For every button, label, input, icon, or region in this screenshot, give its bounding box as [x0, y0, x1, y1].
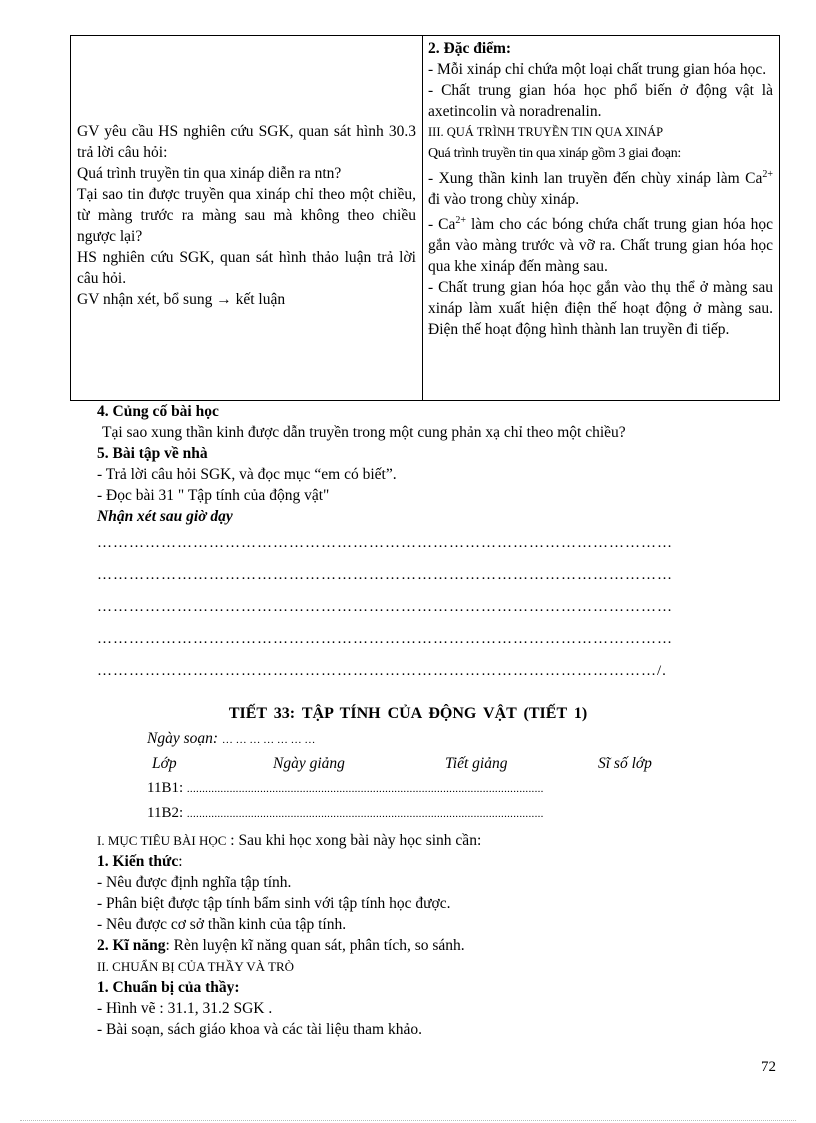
- notes-title: Nhận xét sau giờ dạy: [97, 508, 233, 525]
- prep-item: - Hình vẽ : 31.1, 31.2 SGK .: [97, 1000, 273, 1017]
- homework-line-2: - Đọc bài 31 " Tập tính của động vật": [97, 487, 330, 504]
- note-line: ………………………………………………………………………………………………: [97, 631, 673, 647]
- header-date: Ngày giảng: [273, 755, 345, 772]
- header-period: Tiết giảng: [445, 755, 508, 772]
- note-line: ………………………………………………………………………………………………: [97, 535, 673, 551]
- section5-title: 5. Bài tập về nhà: [97, 445, 208, 462]
- left-line-4: HS nghiên cứu SGK, quan sát hình thảo luận trả lời câu hỏi.: [77, 249, 416, 287]
- teacher-prep-title: 1. Chuẩn bị của thầy:: [97, 979, 240, 996]
- class-row-11b1: 11B1: .....................................................................................................................: [147, 780, 544, 796]
- activity-table: [70, 35, 780, 401]
- transmission-intro: Quá trình truyền tin qua xináp gồm 3 giai đoạn:: [428, 146, 682, 161]
- char-point-2: - Chất trung gian hóa học phổ biến ở động vật là axetincolin và noradrenalin.: [428, 82, 773, 120]
- stage-2: - $Ca^{2+}$ làm cho các bóng chứa chất trung gian hóa học gắn vào màng trước và vỡ ra. Chất trung gian hóa học qua khe xináp đến màng sau.: [428, 215, 773, 276]
- section4-question: Tại sao xung thần kinh được dẫn truyền trong một cung phản xạ chỉ theo một chiều?: [102, 424, 626, 441]
- lesson-title: TIẾT 33: TẬP TÍNH CỦA ĐỘNG VẬT (TIẾT 1): [228, 705, 588, 722]
- preparation-heading: II. CHUẨN BỊ CỦA THẦY VÀ TRÒ: [97, 959, 295, 974]
- section-consolidation: [97, 401, 626, 443]
- objectives-section: [97, 830, 481, 1040]
- section-homework: [97, 443, 397, 527]
- heading-transmission: III. QUÁ TRÌNH TRUYỀN TIN QUA XINÁP: [428, 125, 664, 139]
- section4-title: 4. Củng cố bài học: [97, 403, 219, 420]
- stage-3: - Chất trung gian hóa học gắn vào thụ thể ở màng sau xináp làm xuất hiện điện thế hoạt động ở màng sau. Điện thế hoạt động hình thành lan truyền đi tiếp.: [428, 279, 773, 339]
- prep-date-label: Ngày soạn:: [147, 730, 219, 747]
- knowledge-item: - Nêu được cơ sở thần kinh của tập tính.: [97, 916, 347, 933]
- content-column: [423, 36, 779, 400]
- left-line-2: Quá trình truyền tin qua xináp diễn ra ntn?: [77, 165, 342, 182]
- header-attendance: Sĩ số lớp: [598, 755, 652, 772]
- knowledge-item: - Nêu được định nghĩa tập tính.: [97, 874, 292, 891]
- prep-date-value: … … … … … … …: [221, 734, 316, 746]
- knowledge-item: - Phân biệt được tập tính bẩm sinh với tập tính học được.: [97, 895, 451, 912]
- knowledge-heading: 1. Kiến thức:: [97, 853, 183, 870]
- footer-divider: [20, 1120, 796, 1121]
- heading-characteristics: 2. Đặc điểm:: [428, 40, 512, 57]
- homework-line-1: - Trả lời câu hỏi SGK, và đọc mục “em có biết”.: [97, 466, 397, 483]
- stage-1: - Xung thần kinh lan truyền đến chùy xináp làm $Ca^{2+}$ đi vào trong chùy xináp.: [428, 169, 773, 209]
- left-line-1: GV yêu cầu HS nghiên cứu SGK, quan sát hình 30.3 trả lời câu hỏi:: [77, 123, 416, 161]
- teacher-activity-column: [71, 36, 423, 400]
- left-line-3: Tại sao tin được truyền qua xináp chỉ theo một chiều, từ màng trước ra màng sau mà không theo chiều ngược lại?: [77, 186, 416, 245]
- left-line-5: GV nhận xét, bổ sung → kết luận: [77, 291, 286, 308]
- note-line: ………………………………………………………………………………………………: [97, 567, 673, 583]
- prep-date: [147, 728, 315, 751]
- skills-line: 2. Kĩ năng: Rèn luyện kĩ năng quan sát, phân tích, so sánh.: [97, 937, 465, 954]
- prep-item: - Bài soạn, sách giáo khoa và các tài liệu tham khảo.: [97, 1021, 422, 1038]
- page-number: 72: [761, 1059, 776, 1075]
- objectives-heading: I. MỤC TIÊU BÀI HỌC : Sau khi học xong bài này học sinh cần:: [97, 832, 482, 849]
- note-line-last: ……………………………………………………………………………………………/.: [97, 663, 667, 679]
- class-row-11b2: 11B2: .....................................................................................................................: [147, 805, 544, 821]
- note-line: ………………………………………………………………………………………………: [97, 599, 673, 615]
- header-class: Lớp: [152, 755, 177, 772]
- char-point-1: - Mỗi xináp chỉ chứa một loại chất trung gian hóa học.: [428, 61, 767, 78]
